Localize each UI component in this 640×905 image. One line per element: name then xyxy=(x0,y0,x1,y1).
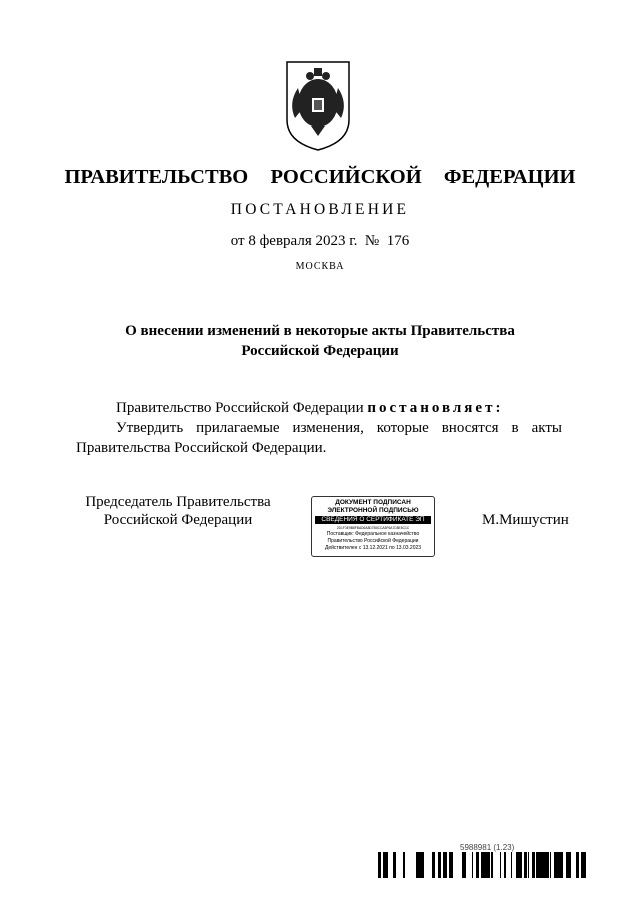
coat-of-arms-emblem xyxy=(283,58,353,152)
barcode-bar xyxy=(481,852,484,878)
barcode-bar xyxy=(585,852,586,878)
barcode-bar xyxy=(556,852,558,878)
stamp-line-2: ЭЛЕКТРОННОЙ ПОДПИСЬЮ xyxy=(327,507,419,514)
barcode-bar xyxy=(476,852,478,878)
barcode-bar xyxy=(462,852,463,878)
barcode-bar xyxy=(419,852,422,878)
barcode-bar xyxy=(387,852,388,878)
city: МОСКВА xyxy=(295,261,345,272)
barcode-bar xyxy=(443,852,444,878)
paragraph-1 xyxy=(76,398,562,418)
barcode-bar xyxy=(561,852,563,878)
issuer-title: ПРАВИТЕЛЬСТВО РОССИЙСКОЙ ФЕДЕРАЦИИ xyxy=(64,166,576,188)
barcode-bar xyxy=(432,852,433,878)
barcode-bar xyxy=(449,852,452,878)
barcode-bar xyxy=(487,852,488,878)
stamp-supplier: Поставщик: Федеральное казначейство xyxy=(326,531,420,537)
barcode-bar xyxy=(403,852,405,878)
barcode-bar xyxy=(532,852,535,878)
barcode-bar xyxy=(378,852,381,878)
barcode-bar xyxy=(550,852,551,878)
stamp-certificate-bar: СВЕДЕНИЯ О СЕРТИФИКАТЕ ЭП xyxy=(315,516,431,524)
barcode-bar xyxy=(570,852,571,878)
barcode-bar xyxy=(583,852,585,878)
barcode-bar xyxy=(528,852,529,878)
electronic-signature-stamp xyxy=(311,496,435,557)
stamp-hash: 2D1F3E9B8FBAD6A8D7B0CCA5F6A7D8E5C1C xyxy=(336,526,410,530)
barcode-bar xyxy=(544,852,547,878)
barcode-bar xyxy=(444,852,447,878)
barcode-bar xyxy=(385,852,387,878)
barcode-bar xyxy=(519,852,522,878)
signer-name: М.Мишустин xyxy=(482,512,569,528)
barcode-bar xyxy=(504,852,506,878)
barcode-bar xyxy=(485,852,486,878)
resolves-emphasis: постановляет: xyxy=(367,400,504,416)
paragraph-2-line-1: Утвердить прилагаемые изменения, которые вносятся в акты xyxy=(116,420,562,436)
barcode-bar xyxy=(488,852,490,878)
barcode-bar xyxy=(558,852,561,878)
barcode-bar xyxy=(478,852,479,878)
barcode xyxy=(376,852,591,878)
stamp-validity: Действителен с 13.12.2021 по 13.03.2023 xyxy=(324,545,422,551)
barcode-bar xyxy=(463,852,466,878)
barcode-number: 5988981 (1.23) xyxy=(460,843,515,852)
barcode-bar xyxy=(486,852,487,878)
heading-line-2: Российской Федерации xyxy=(241,343,399,359)
barcode-bar xyxy=(547,852,549,878)
barcode-bar xyxy=(500,852,501,878)
barcode-bar xyxy=(472,852,473,878)
barcode-bar xyxy=(433,852,435,878)
barcode-bar xyxy=(383,852,385,878)
barcode-bar xyxy=(536,852,538,878)
barcode-bar xyxy=(554,852,556,878)
barcode-bar xyxy=(541,852,544,878)
barcode-bar xyxy=(393,852,396,878)
barcode-bar xyxy=(484,852,485,878)
document-heading xyxy=(0,321,640,361)
barcode-bar xyxy=(568,852,570,878)
barcode-bar xyxy=(491,852,493,878)
barcode-bar xyxy=(566,852,568,878)
signer-position xyxy=(78,493,278,529)
barcode-bar xyxy=(524,852,527,878)
barcode-bar xyxy=(576,852,579,878)
barcode-bar xyxy=(538,852,541,878)
barcode-bar xyxy=(581,852,583,878)
barcode-bar xyxy=(517,852,519,878)
stamp-owner: Правительство Российской Федерации xyxy=(327,538,419,544)
paragraph-1-text: Правительство Российской Федерации xyxy=(116,400,368,416)
document-body xyxy=(76,398,562,458)
barcode-bar xyxy=(416,852,419,878)
date-and-number: от 8 февраля 2023 г. № 176 xyxy=(230,233,410,249)
barcode-bar xyxy=(452,852,453,878)
barcode-bar xyxy=(438,852,441,878)
position-line-2: Российской Федерации xyxy=(103,512,253,528)
heading-line-1: О внесении изменений в некоторые акты Правительства xyxy=(125,323,515,339)
stamp-line-1: ДОКУМЕНТ ПОДПИСАН xyxy=(335,499,411,506)
paragraph-2-line-2: Правительства Российской Федерации. xyxy=(76,440,327,456)
position-line-1: Председатель Правительства xyxy=(85,494,271,510)
document-type: ПОСТАНОВЛЕНИЕ xyxy=(230,201,410,218)
barcode-bar xyxy=(511,852,512,878)
barcode-bar xyxy=(516,852,517,878)
barcode-bar xyxy=(422,852,424,878)
